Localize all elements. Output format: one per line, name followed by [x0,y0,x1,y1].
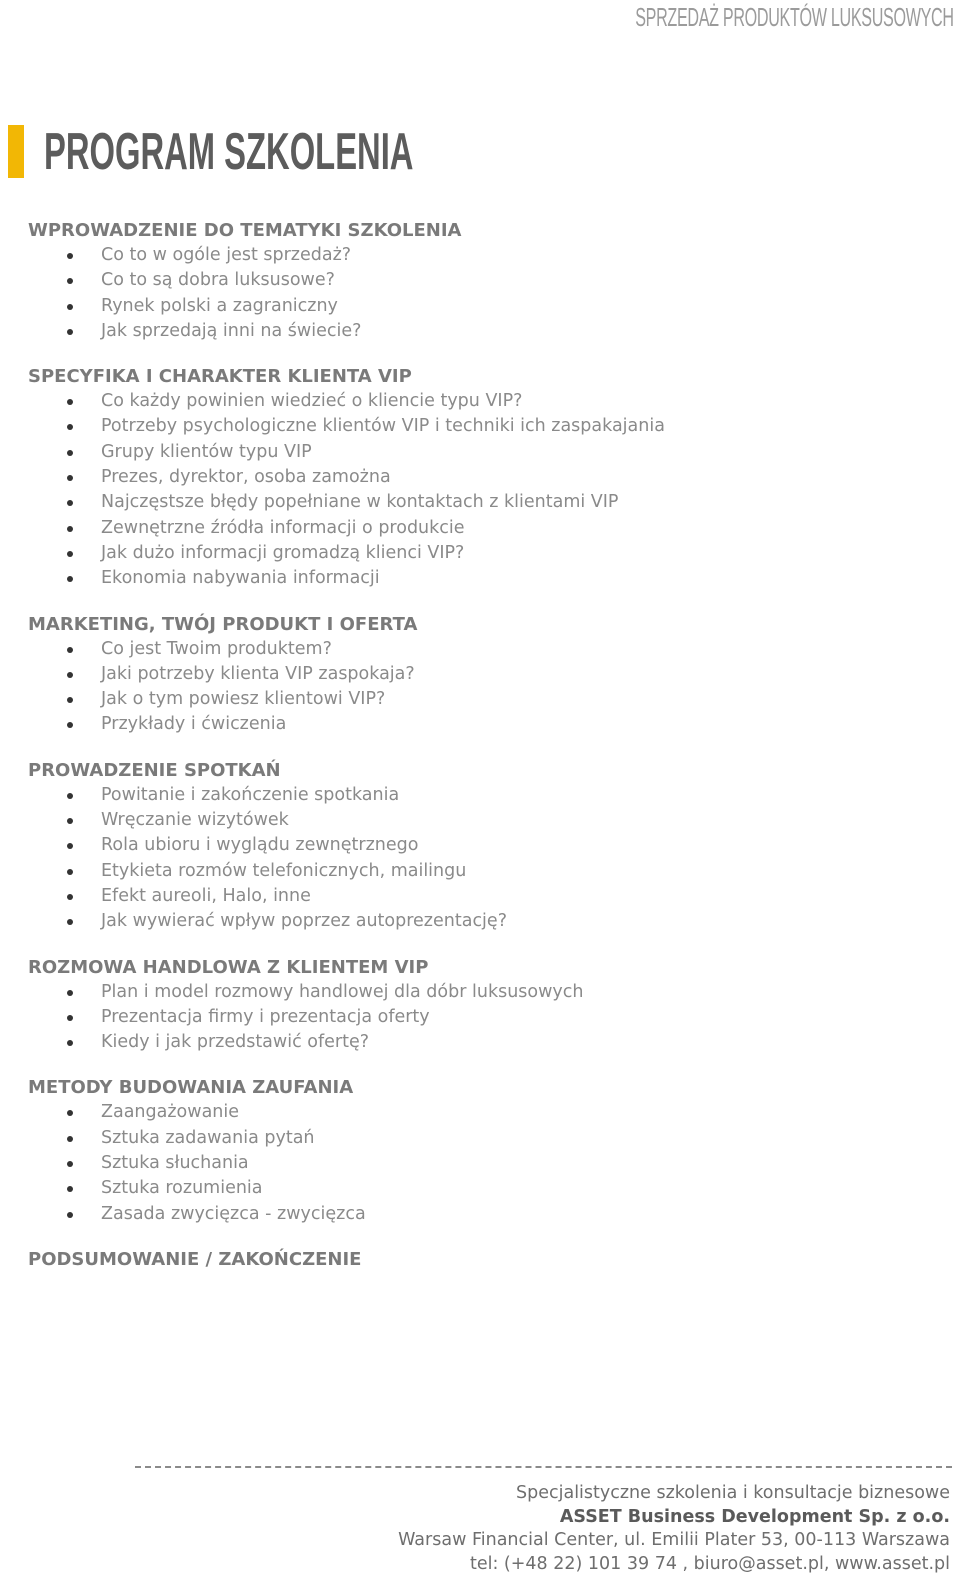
bullet-icon [67,697,73,703]
section-meetings [28,758,928,935]
bullet-icon [67,526,73,532]
list-item [28,566,928,591]
list-item [28,516,928,541]
section-sales-conversation [28,955,928,1056]
section-list [28,637,928,738]
bullet-icon [67,1040,73,1046]
list-item [28,1005,928,1030]
bullet-icon [67,894,73,900]
bullet-icon [67,1186,73,1192]
list-item-text: Zasada zwycięzca - zwycięzca [101,1203,366,1224]
list-item-text: Przykłady i ćwiczenia [101,714,287,735]
bullet-icon [67,1212,73,1218]
list-item [28,1176,928,1201]
list-item [28,980,928,1005]
list-item [28,687,928,712]
list-item [28,1151,928,1176]
list-item [28,243,928,268]
list-item [28,541,928,566]
bullet-icon [67,304,73,310]
list-item-text: Plan i model rozmowy handlowej dla dóbr luksusowych [101,981,584,1002]
list-item [28,1126,928,1151]
list-item-text: Co to w ogóle jest sprzedaż? [101,245,352,265]
bullet-icon [67,919,73,925]
bullet-icon [67,500,73,506]
list-item-text: Jak dużo informacji gromadzą klienci VIP? [101,542,465,563]
list-item [28,909,928,934]
list-item-text: Co to są dobra luksusowe? [101,270,335,291]
list-item-text: Najczęstsze błędy popełniane w kontaktach z klientami VIP [101,492,619,513]
list-item-text: Etykieta rozmów telefonicznych, mailingu [101,860,467,881]
bullet-icon [67,843,73,849]
list-item [28,490,928,515]
list-item [28,319,928,344]
section-heading: WPROWADZENIE DO TEMATYKI SZKOLENIA [28,220,462,241]
footer [398,1482,950,1576]
section-heading: PODSUMOWANIE / ZAKOŃCZENIE [28,1248,362,1270]
list-item-text: Co jest Twoim produktem? [101,638,332,659]
list-item-text: Jak o tym powiesz klientowi VIP? [101,689,386,710]
page-title: PROGRAM SZKOLENIA [44,123,414,181]
list-item [28,808,928,833]
bullet-icon [67,424,73,430]
list-item [28,637,928,662]
list-item [28,294,928,319]
title-accent-bar [8,125,24,178]
list-item-text: Kiedy i jak przedstawić ofertę? [101,1032,370,1053]
list-item-text: Jak wywierać wpływ poprzez autoprezentację? [101,911,507,932]
bullet-icon [67,450,73,456]
bullet-icon [67,1161,73,1167]
section-list [28,389,928,591]
section-list [28,1100,928,1226]
footer-tagline: Specjalistyczne szkolenia i konsultacje biznesowe [516,1483,950,1503]
section-heading: ROZMOWA HANDLOWA Z KLIENTEM VIP [28,956,429,978]
bullet-icon [67,647,73,653]
section-trust-building [28,1075,928,1226]
section-list [28,243,928,344]
list-item-text: Sztuka rozumienia [101,1178,263,1199]
list-item [28,783,928,808]
section-heading: MARKETING, TWÓJ PRODUKT I OFERTA [28,613,418,635]
list-item-text: Powitanie i zakończenie spotkania [101,784,400,805]
section-heading: METODY BUDOWANIA ZAUFANIA [28,1077,354,1099]
section-list [28,980,928,1056]
section-heading: PROWADZENIE SPOTKAŃ [28,759,281,781]
list-item-text: Zewnętrzne źródła informacji o produkcie [101,517,465,538]
footer-address: Warsaw Financial Center, ul. Emilii Plater 53, 00-113 Warszawa [398,1530,950,1550]
list-item [28,389,928,414]
bullet-icon [67,576,73,582]
list-item-text: Rynek polski a zagraniczny [101,295,338,316]
list-item-text: Sztuka zadawania pytań [101,1127,315,1148]
bullet-icon [67,722,73,728]
bullet-icon [67,990,73,996]
list-item [28,1100,928,1125]
list-item-text: Potrzeby psychologiczne klientów VIP i techniki ich zaspakajania [101,416,665,437]
list-item-text: Sztuka słuchania [101,1153,249,1174]
bullet-icon [67,672,73,678]
list-item [28,712,928,737]
bullet-icon [67,253,73,259]
section-marketing [28,612,928,738]
list-item-text: Prezes, dyrektor, osoba zamożna [101,467,391,488]
bullet-icon [67,475,73,481]
list-item-text: Co każdy powinien wiedzieć o kliencie typu VIP? [101,391,523,412]
bullet-icon [67,551,73,557]
list-item [28,465,928,490]
list-item-text: Jak sprzedają inni na świecie? [101,320,362,341]
list-item-text: Grupy klientów typu VIP [101,441,312,462]
bullet-icon [67,278,73,284]
document-header-title: SPRZEDAŻ PRODUKTÓW LUKSUSOWYCH [635,2,954,32]
section-summary [28,1247,928,1272]
list-item [28,268,928,293]
bullet-icon [67,793,73,799]
section-heading: SPECYFIKA I CHARAKTER KLIENTA VIP [28,366,412,388]
list-item-text: Prezentacja firmy i prezentacja oferty [101,1006,430,1027]
footer-divider [135,1466,952,1468]
section-vip-client [28,364,928,591]
bullet-icon [67,869,73,875]
section-introduction [28,218,928,344]
list-item [28,884,928,909]
list-item [28,1202,928,1227]
program-content [28,218,928,1292]
footer-contact: tel: (+48 22) 101 39 74 , biuro@asset.pl, www.asset.pl [469,1553,950,1574]
bullet-icon [67,1136,73,1142]
bullet-icon [67,818,73,824]
list-item [28,833,928,858]
bullet-icon [67,329,73,335]
list-item [28,414,928,439]
list-item-text: Wręczanie wizytówek [101,810,289,831]
list-item [28,859,928,884]
section-list [28,783,928,935]
bullet-icon [67,1015,73,1021]
list-item-text: Ekonomia nabywania informacji [101,568,380,589]
list-item [28,440,928,465]
list-item-text: Jaki potrzeby klienta VIP zaspokaja? [101,663,415,684]
list-item [28,1030,928,1055]
list-item-text: Rola ubioru i wyglądu zewnętrznego [101,835,419,856]
bullet-icon [67,399,73,405]
bullet-icon [67,1110,73,1116]
list-item-text: Zaangażowanie [101,1102,240,1123]
list-item [28,662,928,687]
footer-company-name: ASSET Business Development Sp. z o.o. [559,1506,950,1527]
list-item-text: Efekt aureoli, Halo, inne [101,885,311,906]
